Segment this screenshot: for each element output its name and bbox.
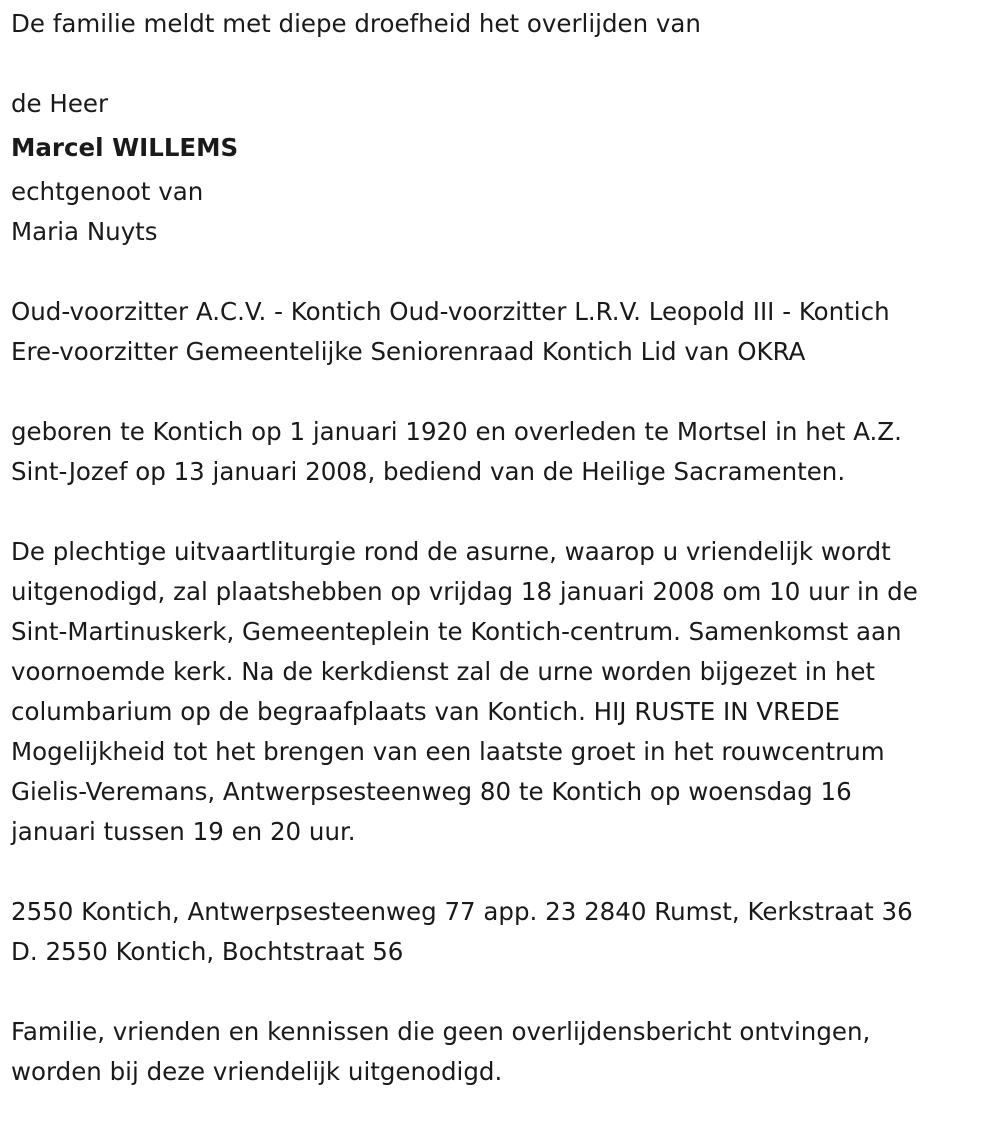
- address-line: 2550 Kontich, Antwerpsesteenweg 77 app. 23 2840 Rumst, Kerkstraat 36: [11, 897, 913, 926]
- addresses-paragraph: [11, 892, 990, 972]
- spacer: [11, 492, 990, 532]
- relation-text: echtgenoot van: [11, 177, 204, 206]
- spacer: [11, 972, 990, 1012]
- person-title: de Heer: [11, 89, 109, 118]
- functions-line: Ere-voorzitter Gemeentelijke Seniorenraad Kontich Lid van OKRA: [11, 337, 806, 366]
- spacer: [11, 372, 990, 412]
- ceremony-line: Mogelijkheid tot het brengen van een laatste groet in het rouwcentrum: [11, 737, 885, 766]
- intro-text: De familie meldt met diepe droefheid het overlijden van: [11, 9, 701, 38]
- closing-paragraph: [11, 1012, 990, 1092]
- ceremony-line: uitgenodigd, zal plaatshebben op vrijdag 18 januari 2008 om 10 uur in de: [11, 577, 918, 606]
- spacer: [11, 252, 990, 292]
- functions-paragraph: [11, 292, 990, 372]
- ceremony-paragraph: [11, 532, 990, 852]
- ceremony-line: voornoemde kerk. Na de kerkdienst zal de urne worden bijgezet in het: [11, 657, 876, 686]
- birth-death-paragraph: [11, 412, 990, 492]
- deceased-name: Marcel WILLEMS: [11, 133, 239, 162]
- ceremony-line: januari tussen 19 en 20 uur.: [11, 817, 356, 846]
- birth-death-line: Sint-Jozef op 13 januari 2008, bediend van de Heilige Sacramenten.: [11, 457, 846, 486]
- ceremony-line: Sint-Martinuskerk, Gemeenteplein te Kontich-centrum. Samenkomst aan: [11, 617, 902, 646]
- functions-line: Oud-voorzitter A.C.V. - Kontich Oud-voorzitter L.R.V. Leopold III - Kontich: [11, 297, 890, 326]
- closing-line: Familie, vrienden en kennissen die geen overlijdensbericht ontvingen,: [11, 1017, 871, 1046]
- spacer: [11, 852, 990, 892]
- ceremony-line: Gielis-Veremans, Antwerpsesteenweg 80 te Kontich op woensdag 16: [11, 777, 852, 806]
- birth-death-line: geboren te Kontich op 1 januari 1920 en overleden te Mortsel in het A.Z.: [11, 417, 902, 446]
- closing-line: worden bij deze vriendelijk uitgenodigd.: [11, 1057, 503, 1086]
- address-line: D. 2550 Kontich, Bochtstraat 56: [11, 937, 404, 966]
- ceremony-line: De plechtige uitvaartliturgie rond de asurne, waarop u vriendelijk wordt: [11, 537, 891, 566]
- spouse-name: Maria Nuyts: [11, 217, 158, 246]
- spacer: [11, 44, 990, 84]
- ceremony-line: columbarium op de begraafplaats van Kontich. HIJ RUSTE IN VREDE: [11, 697, 841, 726]
